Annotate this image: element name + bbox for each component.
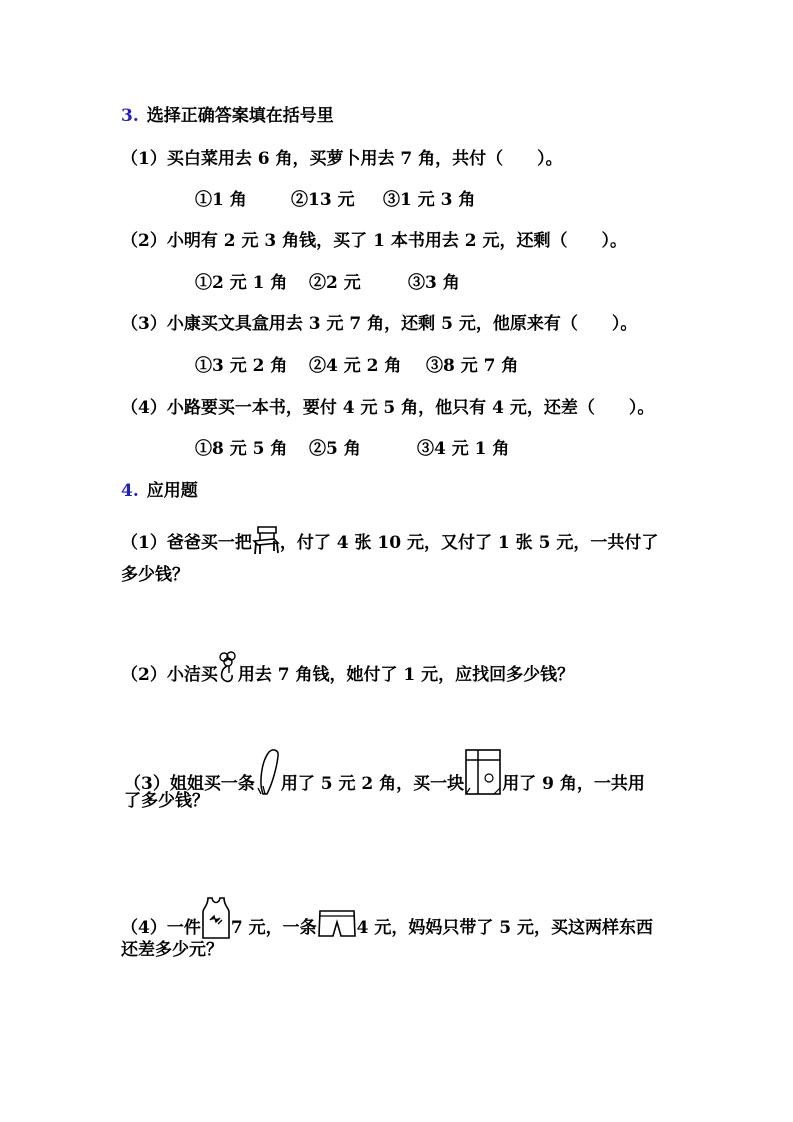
option-1: ①1 角 xyxy=(195,190,247,210)
problem-4-1 xyxy=(121,525,658,555)
problem-4-2 xyxy=(121,651,574,687)
problem-4-3-text-a: （3）姐姐买一条 xyxy=(124,774,255,794)
option-3: ③8 元 7 角 xyxy=(426,356,519,376)
question-3-4-options xyxy=(195,437,509,461)
option-1: ①8 元 5 角 xyxy=(195,439,288,459)
option-2: ②5 角 xyxy=(309,439,361,459)
question-3-1-options xyxy=(195,188,475,212)
problem-4-1-text-a: （1）爸爸买一把 xyxy=(121,533,252,553)
section-3-number: 3. xyxy=(121,106,139,126)
option-3: ③3 角 xyxy=(408,273,460,293)
tank-top-icon xyxy=(201,896,231,940)
question-3-3: （3）小康买文具盒用去 3 元 7 角，还剩 5 元，他原来有（ ）。 xyxy=(121,314,638,334)
shorts-icon xyxy=(317,908,357,940)
problem-4-4-text-a: （4）一件 xyxy=(121,918,201,938)
scarf-icon xyxy=(255,748,281,796)
chair-icon xyxy=(252,525,280,555)
question-3-2: （2）小明有 2 元 3 角钱，买了 1 本书用去 2 元，还剩（ ）。 xyxy=(121,231,627,251)
option-3: ③1 元 3 角 xyxy=(383,190,476,210)
option-1: ①2 元 1 角 xyxy=(195,273,288,293)
question-3-3-options xyxy=(195,354,518,378)
problem-4-4-text-c: 4 元，妈妈只带了 5 元，买这两样东西 xyxy=(356,918,654,938)
problem-4-2-text-b: 用去 7 角钱，她付了 1 元，应找回多少钱？ xyxy=(237,665,575,685)
problem-4-4 xyxy=(121,896,653,940)
problem-4-3-text-b: 用了 5 元 2 角，买一块 xyxy=(280,774,465,794)
section-4-heading xyxy=(121,479,198,503)
section-3-title: 选择正确答案填在括号里 xyxy=(146,106,334,126)
handkerchief-icon xyxy=(464,748,502,796)
problem-4-4-text-b: 7 元，一条 xyxy=(230,918,317,938)
problem-4-3-cont: 了多少钱？ xyxy=(124,791,209,811)
problem-4-1-cont: 多少钱？ xyxy=(121,565,189,585)
section-4-number: 4. xyxy=(121,481,139,501)
option-1: ①3 元 2 角 xyxy=(195,356,288,376)
problem-4-4-cont: 还差多少元？ xyxy=(121,940,223,960)
option-2: ②4 元 2 角 xyxy=(309,356,402,376)
problem-4-2-text-a: （2）小洁买 xyxy=(121,665,218,685)
question-3-4: （4）小路要买一本书，要付 4 元 5 角，他只有 4 元，还差（ ）。 xyxy=(121,398,655,418)
option-3: ③4 元 1 角 xyxy=(417,439,510,459)
section-4-title: 应用题 xyxy=(146,481,198,501)
option-2: ②2 元 xyxy=(309,273,361,293)
question-3-2-options xyxy=(195,271,460,295)
option-2: ②13 元 xyxy=(291,190,355,210)
problem-4-3-text-c: 用了 9 角，一共用 xyxy=(502,774,645,794)
problem-4-1-text-b: ，付了 4 张 10 元，又付了 1 张 5 元，一共付了 xyxy=(279,533,659,553)
question-3-1: （1）买白菜用去 6 角，买萝卜用去 7 角，共付（ ）。 xyxy=(121,149,563,169)
flower-icon xyxy=(218,651,238,687)
section-3-heading xyxy=(121,104,334,128)
